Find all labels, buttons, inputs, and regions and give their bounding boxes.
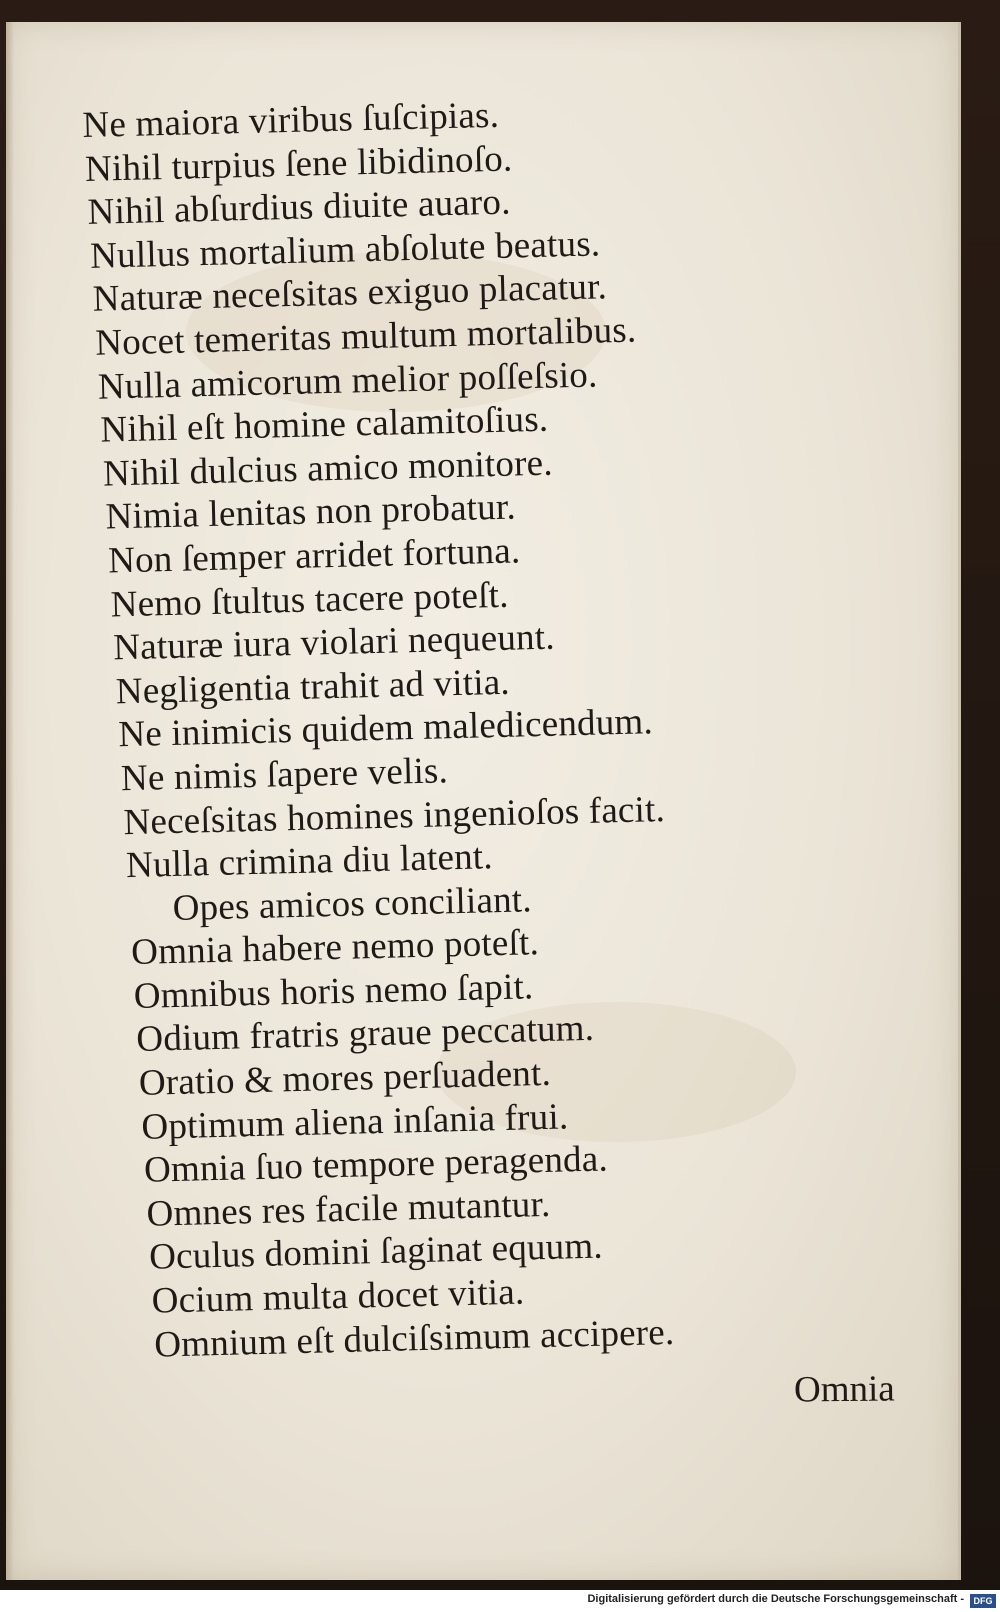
text-line: Neceſsitas homines ingenioſos facit.	[123, 788, 666, 843]
text-line: Oratio & mores perſuadent.	[138, 1052, 552, 1104]
text-line: Nihil eſt homine calamitoſius.	[99, 398, 549, 451]
text-line: Omnia ſuo tempore peragenda.	[143, 1138, 609, 1192]
dfg-logo: DFG	[970, 1594, 996, 1608]
text-line: Negligentia trahit ad vitia.	[115, 661, 511, 713]
page-gutter-shadow	[6, 22, 14, 1580]
text-line: Ne maiora viribus ſuſcipias.	[82, 94, 500, 146]
text-line: Nulla crimina diu latent.	[125, 836, 494, 887]
text-line: Naturæ neceſsitas exiguo placatur.	[92, 266, 608, 321]
text-line: Optimum aliena inſania frui.	[141, 1096, 569, 1148]
text-line: Omnium eſt dulciſsimum accipere.	[153, 1311, 675, 1366]
catchword: Omnia	[793, 1368, 895, 1411]
text-line: Oculus domini ſaginat equum.	[148, 1226, 604, 1279]
text-line: Nimia lenitas non probatur.	[105, 486, 517, 538]
text-line: Omnia habere nemo poteſt.	[130, 922, 540, 974]
text-line: Nihil turpius ſene libidinoſo.	[84, 138, 513, 190]
text-line: Nullus mortalium abſolute beatus.	[89, 223, 601, 277]
text-line: Nocet temeritas multum mortalibus.	[94, 309, 637, 364]
text-line: Nulla amicorum melior poſſeſsio.	[97, 354, 598, 408]
text-line: Odium fratris graue peccatum.	[135, 1008, 595, 1061]
text-line: Non ſemper arridet fortuna.	[107, 530, 521, 582]
text-line: Naturæ iura violari nequeunt.	[112, 616, 556, 669]
text-line: Ne nimis ſapere velis.	[120, 750, 449, 800]
text-line: Nihil dulcius amico monitore.	[102, 442, 554, 495]
printed-text-block	[82, 86, 833, 1367]
footer-credit: Digitalisierung gefördert durch die Deutsche Forschungsgemeinschaft -	[587, 1593, 964, 1605]
text-line: Nemo ſtultus tacere poteſt.	[110, 574, 510, 625]
text-line: Opes amicos conciliant.	[172, 878, 533, 929]
text-line: Ocium multa docet vitia.	[151, 1271, 525, 1322]
text-line: Nihil abſurdius diuite auaro.	[87, 181, 512, 234]
text-line: Ne inimicis quidem maledicendum.	[117, 701, 654, 756]
text-line: Omnes res facile mutantur.	[146, 1183, 551, 1235]
text-line: Omnibus horis nemo ſapit.	[133, 966, 534, 1017]
